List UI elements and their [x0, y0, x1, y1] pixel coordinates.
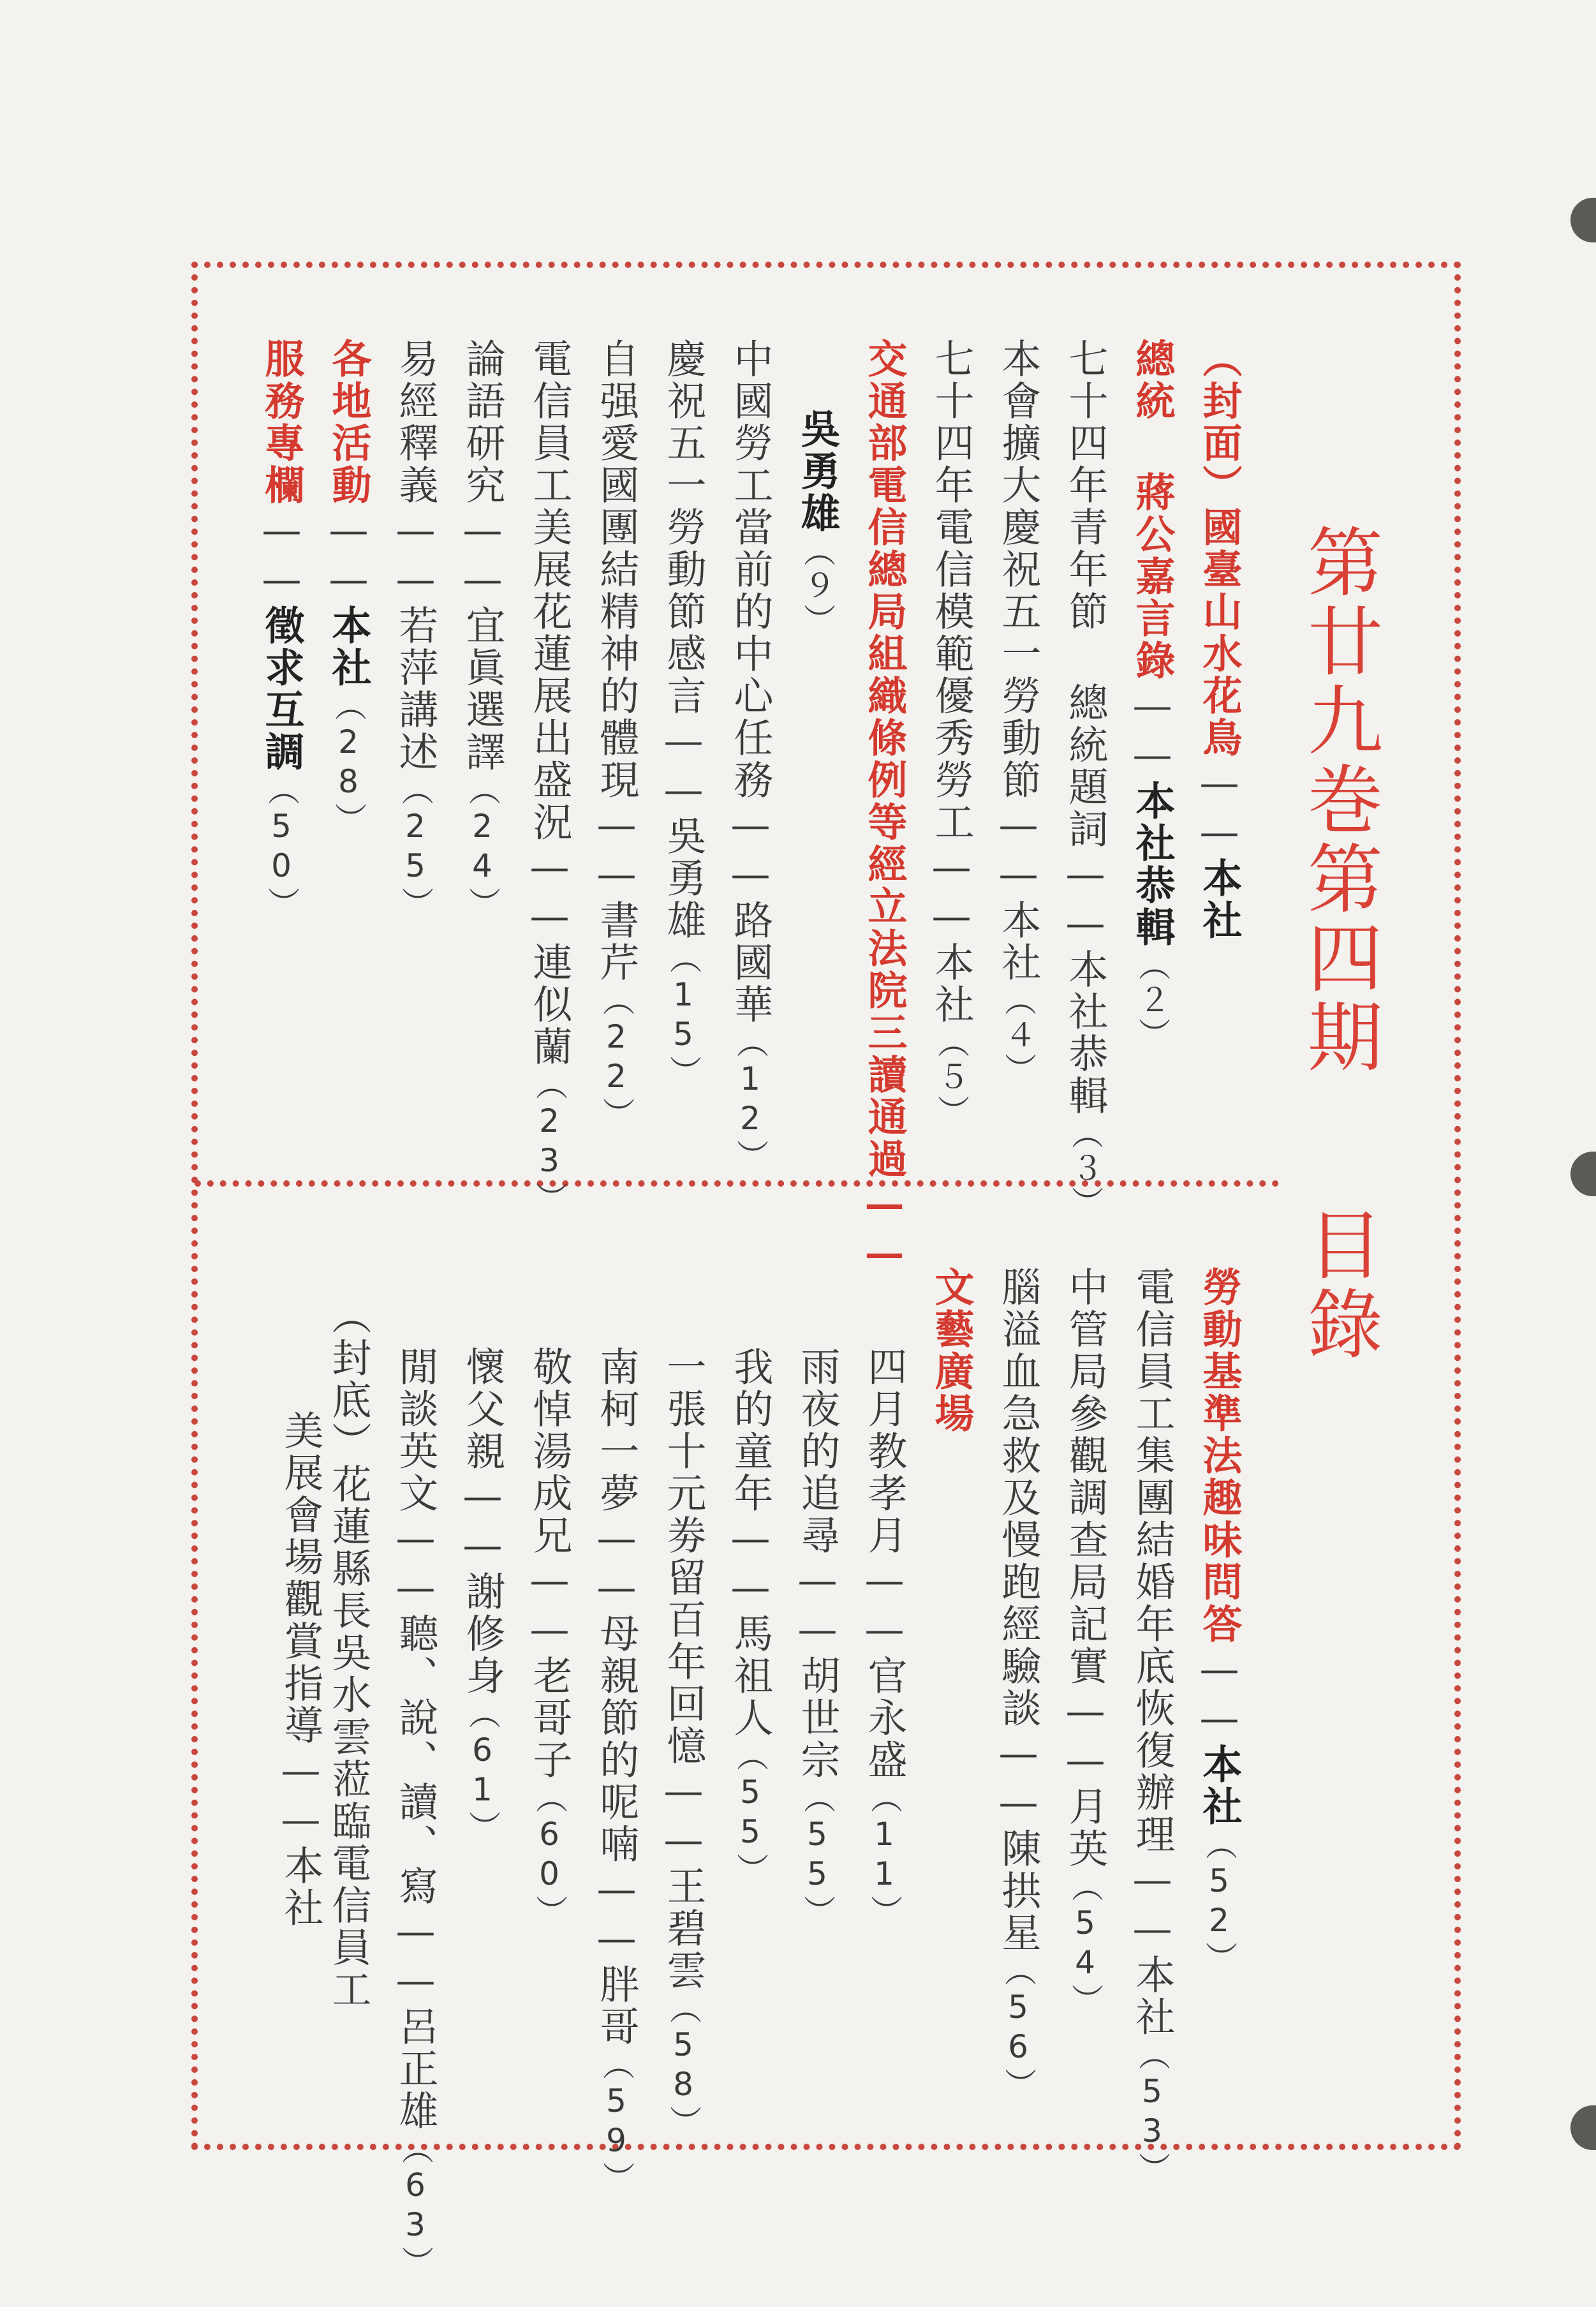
- toc-entry: 交通部電信總局組織條例等經立法院三讀通過——: [861, 338, 908, 1279]
- toc-entry: 閒談英文——聽、說、讀、寫——呂正雄（63）: [392, 1346, 439, 2280]
- binder-hole: [1570, 2105, 1596, 2150]
- toc-entry: 腦溢血急救及慢跑經驗談——陳拱星（56）: [995, 1266, 1042, 2102]
- toc-entry: （封底）花蓮縣長吳水雲蒞臨電信員工: [325, 1295, 372, 2011]
- toc-entry: 懷父親——謝修身（61）: [459, 1346, 506, 1845]
- toc-entry: 總統 蔣公嘉言錄——本社恭輯（２）: [1129, 338, 1176, 1052]
- toc-entry: 本會擴大慶祝五一勞動節——本社（４）: [995, 338, 1042, 1087]
- toc-entry: 電信員工集團結婚年底恢復辦理——本社（53）: [1129, 1266, 1176, 2186]
- contents-heading: 目錄: [1295, 1206, 1383, 1364]
- toc-entry: 一張十元劵留百年回憶——王碧雲（58）: [660, 1346, 707, 2140]
- toc-entry: 吳勇雄（９）: [794, 408, 841, 638]
- toc-entry: 論語研究——宜眞選譯（24）: [459, 338, 506, 921]
- toc-entry: 勞動基準法趣味問答——本社（52）: [1196, 1266, 1243, 1976]
- toc-entry: 美展會場觀賞指導——本社: [277, 1410, 324, 1929]
- toc-entry: 易經釋義——若萍講述（25）: [392, 338, 439, 921]
- toc-entry: 我的童年——馬祖人（55）: [727, 1346, 774, 1887]
- toc-entry: 七十四年青年節 總統題詞——本社恭輯（３）: [1062, 338, 1109, 1220]
- binder-hole: [1570, 198, 1596, 242]
- toc-entry: 中管局參觀調查局記實——月英（54）: [1062, 1266, 1109, 2018]
- toc-entry: 電信員工美展花蓮展出盛況——連似蘭（23）: [526, 338, 573, 1216]
- toc-entry: 南柯一夢——母親節的呢喃——胖哥（59）: [593, 1346, 640, 2196]
- binder-hole: [1570, 1152, 1596, 1196]
- toc-entry: 慶祝五一勞動節感言——吳勇雄（15）: [660, 338, 707, 1090]
- toc-entry: 雨夜的追尋——胡世宗（55）: [794, 1346, 841, 1929]
- toc-divider: [195, 1180, 1279, 1187]
- toc-entry: 各地活動——本社（28）: [325, 338, 372, 837]
- toc-entry: 自强愛國團結精神的體現——書芹（22）: [593, 338, 640, 1132]
- toc-entry: 七十四年電信模範優秀勞工——本社（５）: [928, 338, 975, 1129]
- toc-entry: 中國勞工當前的中心任務——路國華（12）: [727, 338, 774, 1174]
- toc-entry: 四月教孝月——官永盛（11）: [861, 1346, 908, 1929]
- issue-title: 第廿九巻第四期: [1295, 523, 1383, 1077]
- toc-entry: （封面）國臺山水花鳥——本社: [1196, 338, 1243, 942]
- toc-entry: 敬悼湯成兄——老哥子（60）: [526, 1346, 573, 1929]
- toc-entry: 文藝廣場: [928, 1266, 975, 1435]
- toc-entry: 服務專欄——徵求互調（50）: [258, 338, 305, 921]
